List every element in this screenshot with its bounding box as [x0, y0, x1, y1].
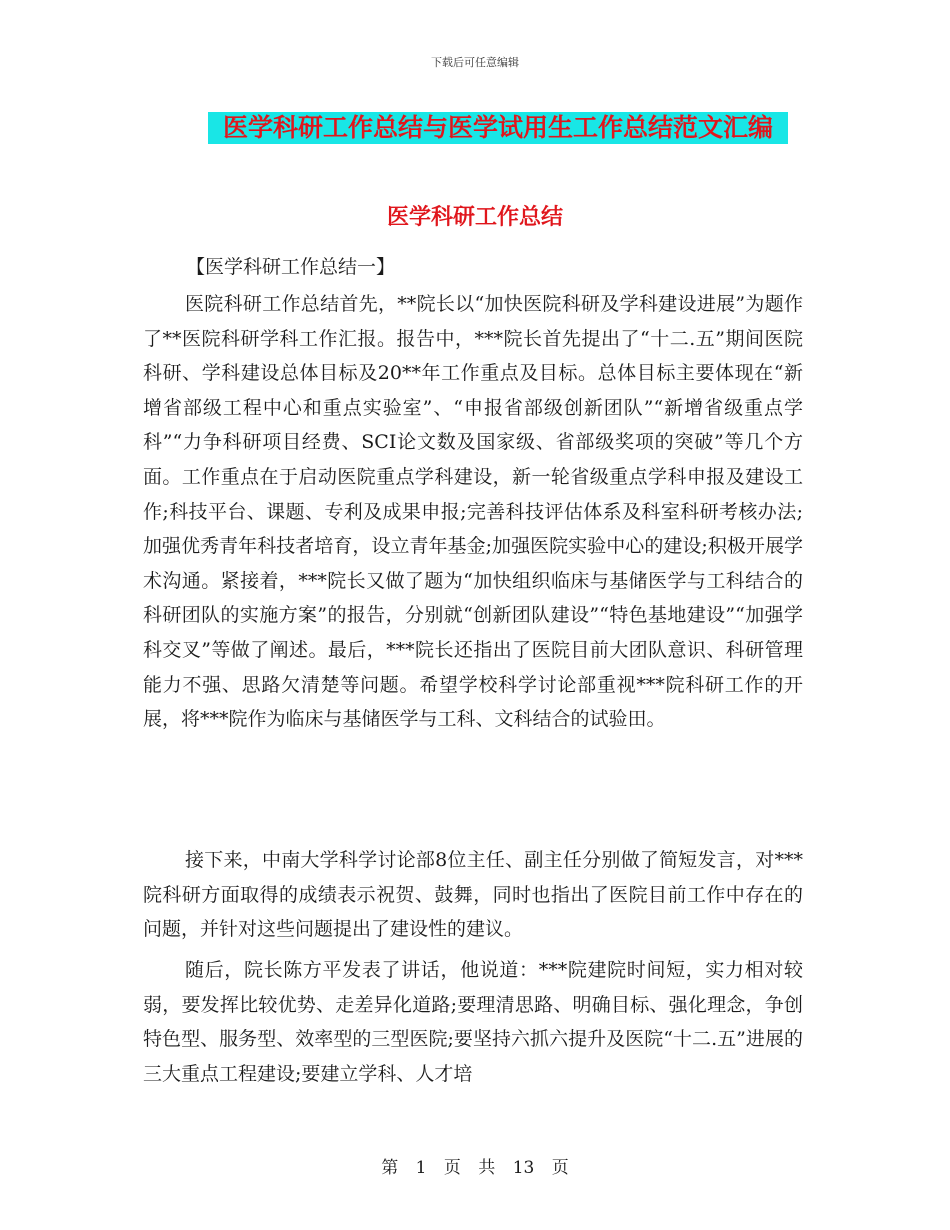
- page-label-prefix: 第: [381, 1158, 399, 1178]
- page-label-mid: 页: [443, 1158, 461, 1178]
- body-paragraph: 随后，院长陈方平发表了讲话，他说道：***院建院时间短，实力相对较弱，要发挥比较优势、走差异化道路;要理清思路、明确目标、强化理念，争创特色型、服务型、效率型的三型医院;要坚持六抓六提升及医院“十二.五”进展的三大重点工程建设;要建立学科、人才培: [143, 959, 803, 1085]
- body-paragraph: 医院科研工作总结首先，**院长以“加快医院科研及学科建设进展”为题作了**医院科研学科工作汇报。报告中，***院长首先提出了“十二.五”期间医院科研、学科建设总体目标及20**年工作重点及目标。总体目标主要体现在“新增省部级工程中心和重点实验室”、“申报省部级创新团队”“新增省级重点学科”“力争科研项目经费、SCI论文数及国家级、省部级奖项的突破”等几个方面。工作重点在于启动医院重点学科建设，新一轮省级重点学科申报及建设工作;科技平台、课题、专利及成果申报;完善科技评估体系及科室科研考核办法;加强优秀青年科技者培育，设立青年基金;加强医院实验中心的建设;积极开展学术沟通。紧接着，***院长又做了题为“加快组织临床与基储医学与工科结合的科研团队的实施方案”的报告，分别就“创新团队建设”“特色基地建设”“加强学科交叉”等做了阐述。最后，***院长还指出了医院目前大团队意识、科研管理能力不强、思路欠清楚等问题。希望学校科学讨论部重视***院科研工作的开展，将***院作为临床与基储医学与工科、文科结合的试验田。: [143, 293, 803, 731]
- section-title: 医学科研工作总结: [386, 204, 563, 230]
- document-main-title: 医学科研工作总结与医学试用生工作总结范文汇编: [208, 112, 788, 144]
- header-note: 下载后可任意编辑: [431, 56, 519, 69]
- page-number: 1: [415, 1158, 427, 1178]
- page-label-suffix: 页: [551, 1158, 569, 1178]
- total-pages: 13: [512, 1158, 535, 1178]
- sub-heading: 【医学科研工作总结一】: [186, 256, 396, 278]
- total-label: 共: [478, 1158, 496, 1178]
- page-footer: [0, 1153, 950, 1178]
- body-paragraph: 接下来，中南大学科学讨论部8位主任、副主任分别做了简短发言，对***院科研方面取得的成绩表示祝贺、鼓舞，同时也指出了医院目前工作中存在的问题，并针对这些问题提出了建设性的建议。: [143, 849, 803, 941]
